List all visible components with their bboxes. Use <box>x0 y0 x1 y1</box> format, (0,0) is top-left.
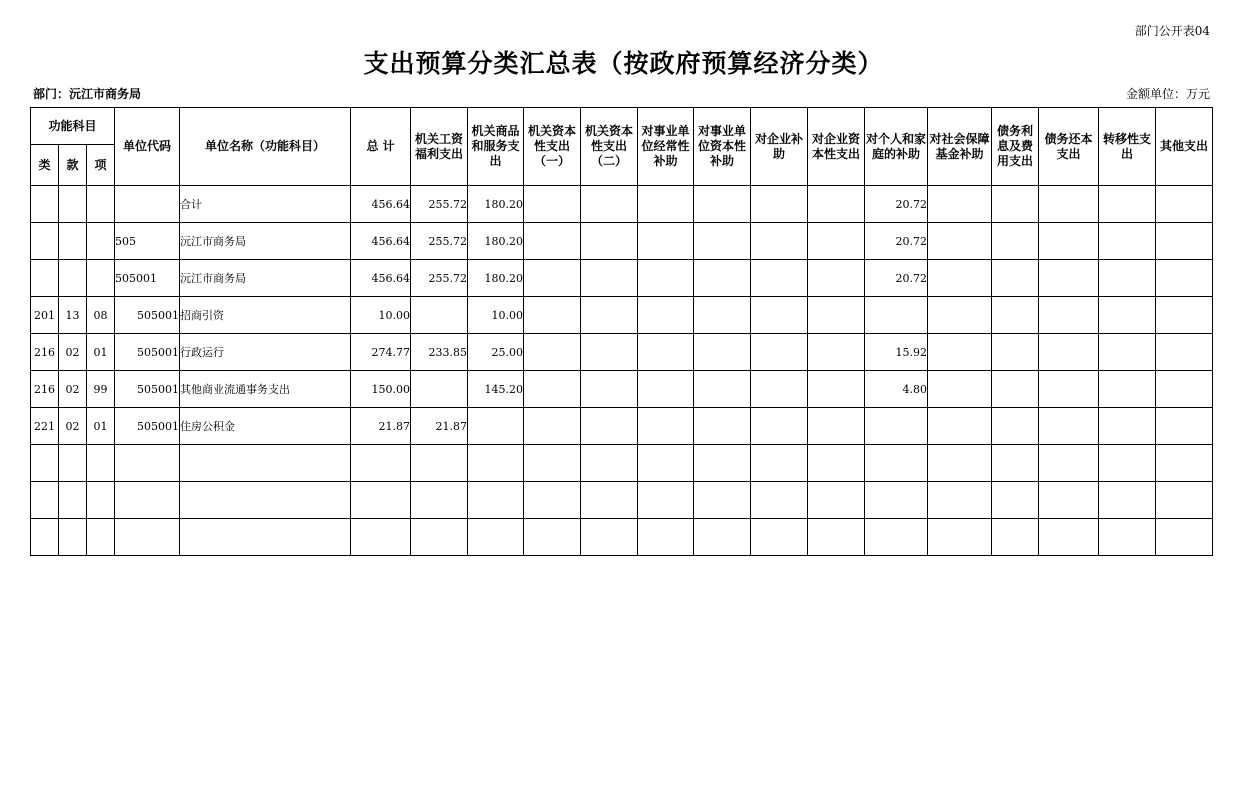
cell-wage-welfare <box>411 371 468 408</box>
cell-goods-services: 180.20 <box>468 260 524 297</box>
header-debt-interest: 债务利息及费用支出 <box>992 108 1039 186</box>
table-row <box>31 408 1213 445</box>
cell-xiang: 99 <box>87 371 115 408</box>
header-transfer: 转移性支出 <box>1099 108 1156 186</box>
table-row <box>31 297 1213 334</box>
cell-xiang <box>87 186 115 223</box>
header-goods-services: 机关商品和服务支出 <box>468 108 524 186</box>
header-inst-recurrent: 对事业单位经常性补助 <box>638 108 694 186</box>
empty-row <box>31 482 1213 519</box>
cell-total: 456.64 <box>351 186 411 223</box>
cell-personal-subsidy: 4.80 <box>865 371 928 408</box>
empty-row <box>31 519 1213 556</box>
header-unit-name: 单位名称（功能科目） <box>180 108 351 186</box>
cell-xiang: 08 <box>87 297 115 334</box>
header-other: 其他支出 <box>1156 108 1213 186</box>
cell-wage-welfare: 233.85 <box>411 334 468 371</box>
header-social-security: 对社会保障基金补助 <box>928 108 992 186</box>
cell-personal-subsidy: 20.72 <box>865 186 928 223</box>
cell-kuan: 02 <box>59 371 87 408</box>
cell-xiang <box>87 260 115 297</box>
cell-wage-welfare: 255.72 <box>411 223 468 260</box>
form-number-label: 部门公开表04 <box>1134 24 1210 38</box>
cell-personal-subsidy <box>865 297 928 334</box>
department-label: 部门：沅江市商务局 <box>33 87 142 101</box>
cell-unit-name: 住房公积金 <box>180 408 351 445</box>
header-inst-capital: 对事业单位资本性补助 <box>694 108 751 186</box>
cell-total: 21.87 <box>351 408 411 445</box>
cell-unit-code: 505001 <box>115 334 180 371</box>
cell-unit-code: 505001 <box>115 297 180 334</box>
cell-lei <box>31 260 59 297</box>
cell-unit-code <box>115 186 180 223</box>
header-wage-welfare: 机关工资福利支出 <box>411 108 468 186</box>
cell-kuan: 13 <box>59 297 87 334</box>
cell-kuan <box>59 186 87 223</box>
header-capital-1: 机关资本性支出（一） <box>524 108 581 186</box>
cell-kuan: 02 <box>59 408 87 445</box>
cell-personal-subsidy: 15.92 <box>865 334 928 371</box>
header-kuan: 款 <box>59 145 87 186</box>
cell-lei: 216 <box>31 371 59 408</box>
amount-unit-label: 金额单位：万元 <box>1125 87 1210 101</box>
cell-goods-services: 25.00 <box>468 334 524 371</box>
cell-personal-subsidy <box>865 408 928 445</box>
header-lei: 类 <box>31 145 59 186</box>
cell-goods-services: 10.00 <box>468 297 524 334</box>
table-row <box>31 223 1213 260</box>
cell-xiang: 01 <box>87 334 115 371</box>
header-xiang: 项 <box>87 145 115 186</box>
cell-wage-welfare: 255.72 <box>411 260 468 297</box>
cell-goods-services <box>468 408 524 445</box>
cell-kuan <box>59 260 87 297</box>
cell-goods-services: 180.20 <box>468 223 524 260</box>
cell-unit-name: 招商引资 <box>180 297 351 334</box>
cell-unit-code: 505 <box>115 223 180 260</box>
header-capital-2: 机关资本性支出（二） <box>581 108 638 186</box>
cell-total: 150.00 <box>351 371 411 408</box>
cell-unit-code: 505001 <box>115 371 180 408</box>
cell-wage-welfare: 21.87 <box>411 408 468 445</box>
header-function-subject: 功能科目 <box>31 108 115 145</box>
cell-xiang: 01 <box>87 408 115 445</box>
table-row <box>31 371 1213 408</box>
cell-goods-services: 180.20 <box>468 186 524 223</box>
header-enterprise-subsidy: 对企业补助 <box>751 108 808 186</box>
cell-lei: 216 <box>31 334 59 371</box>
cell-personal-subsidy: 20.72 <box>865 223 928 260</box>
cell-lei: 221 <box>31 408 59 445</box>
table-row <box>31 334 1213 371</box>
cell-unit-name: 行政运行 <box>180 334 351 371</box>
cell-wage-welfare: 255.72 <box>411 186 468 223</box>
cell-unit-code: 505001 <box>115 408 180 445</box>
header-enterprise-capital: 对企业资本性支出 <box>808 108 865 186</box>
cell-unit-code: 505001 <box>115 260 180 297</box>
cell-wage-welfare <box>411 297 468 334</box>
table-row <box>31 186 1213 223</box>
cell-unit-name: 沅江市商务局 <box>180 223 351 260</box>
cell-total: 456.64 <box>351 223 411 260</box>
cell-lei: 201 <box>31 297 59 334</box>
cell-kuan <box>59 223 87 260</box>
empty-row <box>31 445 1213 482</box>
cell-total: 456.64 <box>351 260 411 297</box>
header-total: 总 计 <box>351 108 411 186</box>
cell-total: 10.00 <box>351 297 411 334</box>
table-row <box>31 260 1213 297</box>
budget-table <box>30 107 1213 556</box>
cell-goods-services: 145.20 <box>468 371 524 408</box>
cell-total: 274.77 <box>351 334 411 371</box>
cell-unit-name: 合计 <box>180 186 351 223</box>
cell-unit-name: 沅江市商务局 <box>180 260 351 297</box>
page-title: 支出预算分类汇总表（按政府预算经济分类） <box>363 49 884 78</box>
header-debt-principal: 债务还本支出 <box>1039 108 1099 186</box>
header-unit-code: 单位代码 <box>115 108 180 186</box>
cell-kuan: 02 <box>59 334 87 371</box>
cell-lei <box>31 223 59 260</box>
cell-unit-name: 其他商业流通事务支出 <box>180 371 351 408</box>
cell-lei <box>31 186 59 223</box>
cell-xiang <box>87 223 115 260</box>
cell-personal-subsidy: 20.72 <box>865 260 928 297</box>
header-personal-subsidy: 对个人和家庭的补助 <box>865 108 928 186</box>
